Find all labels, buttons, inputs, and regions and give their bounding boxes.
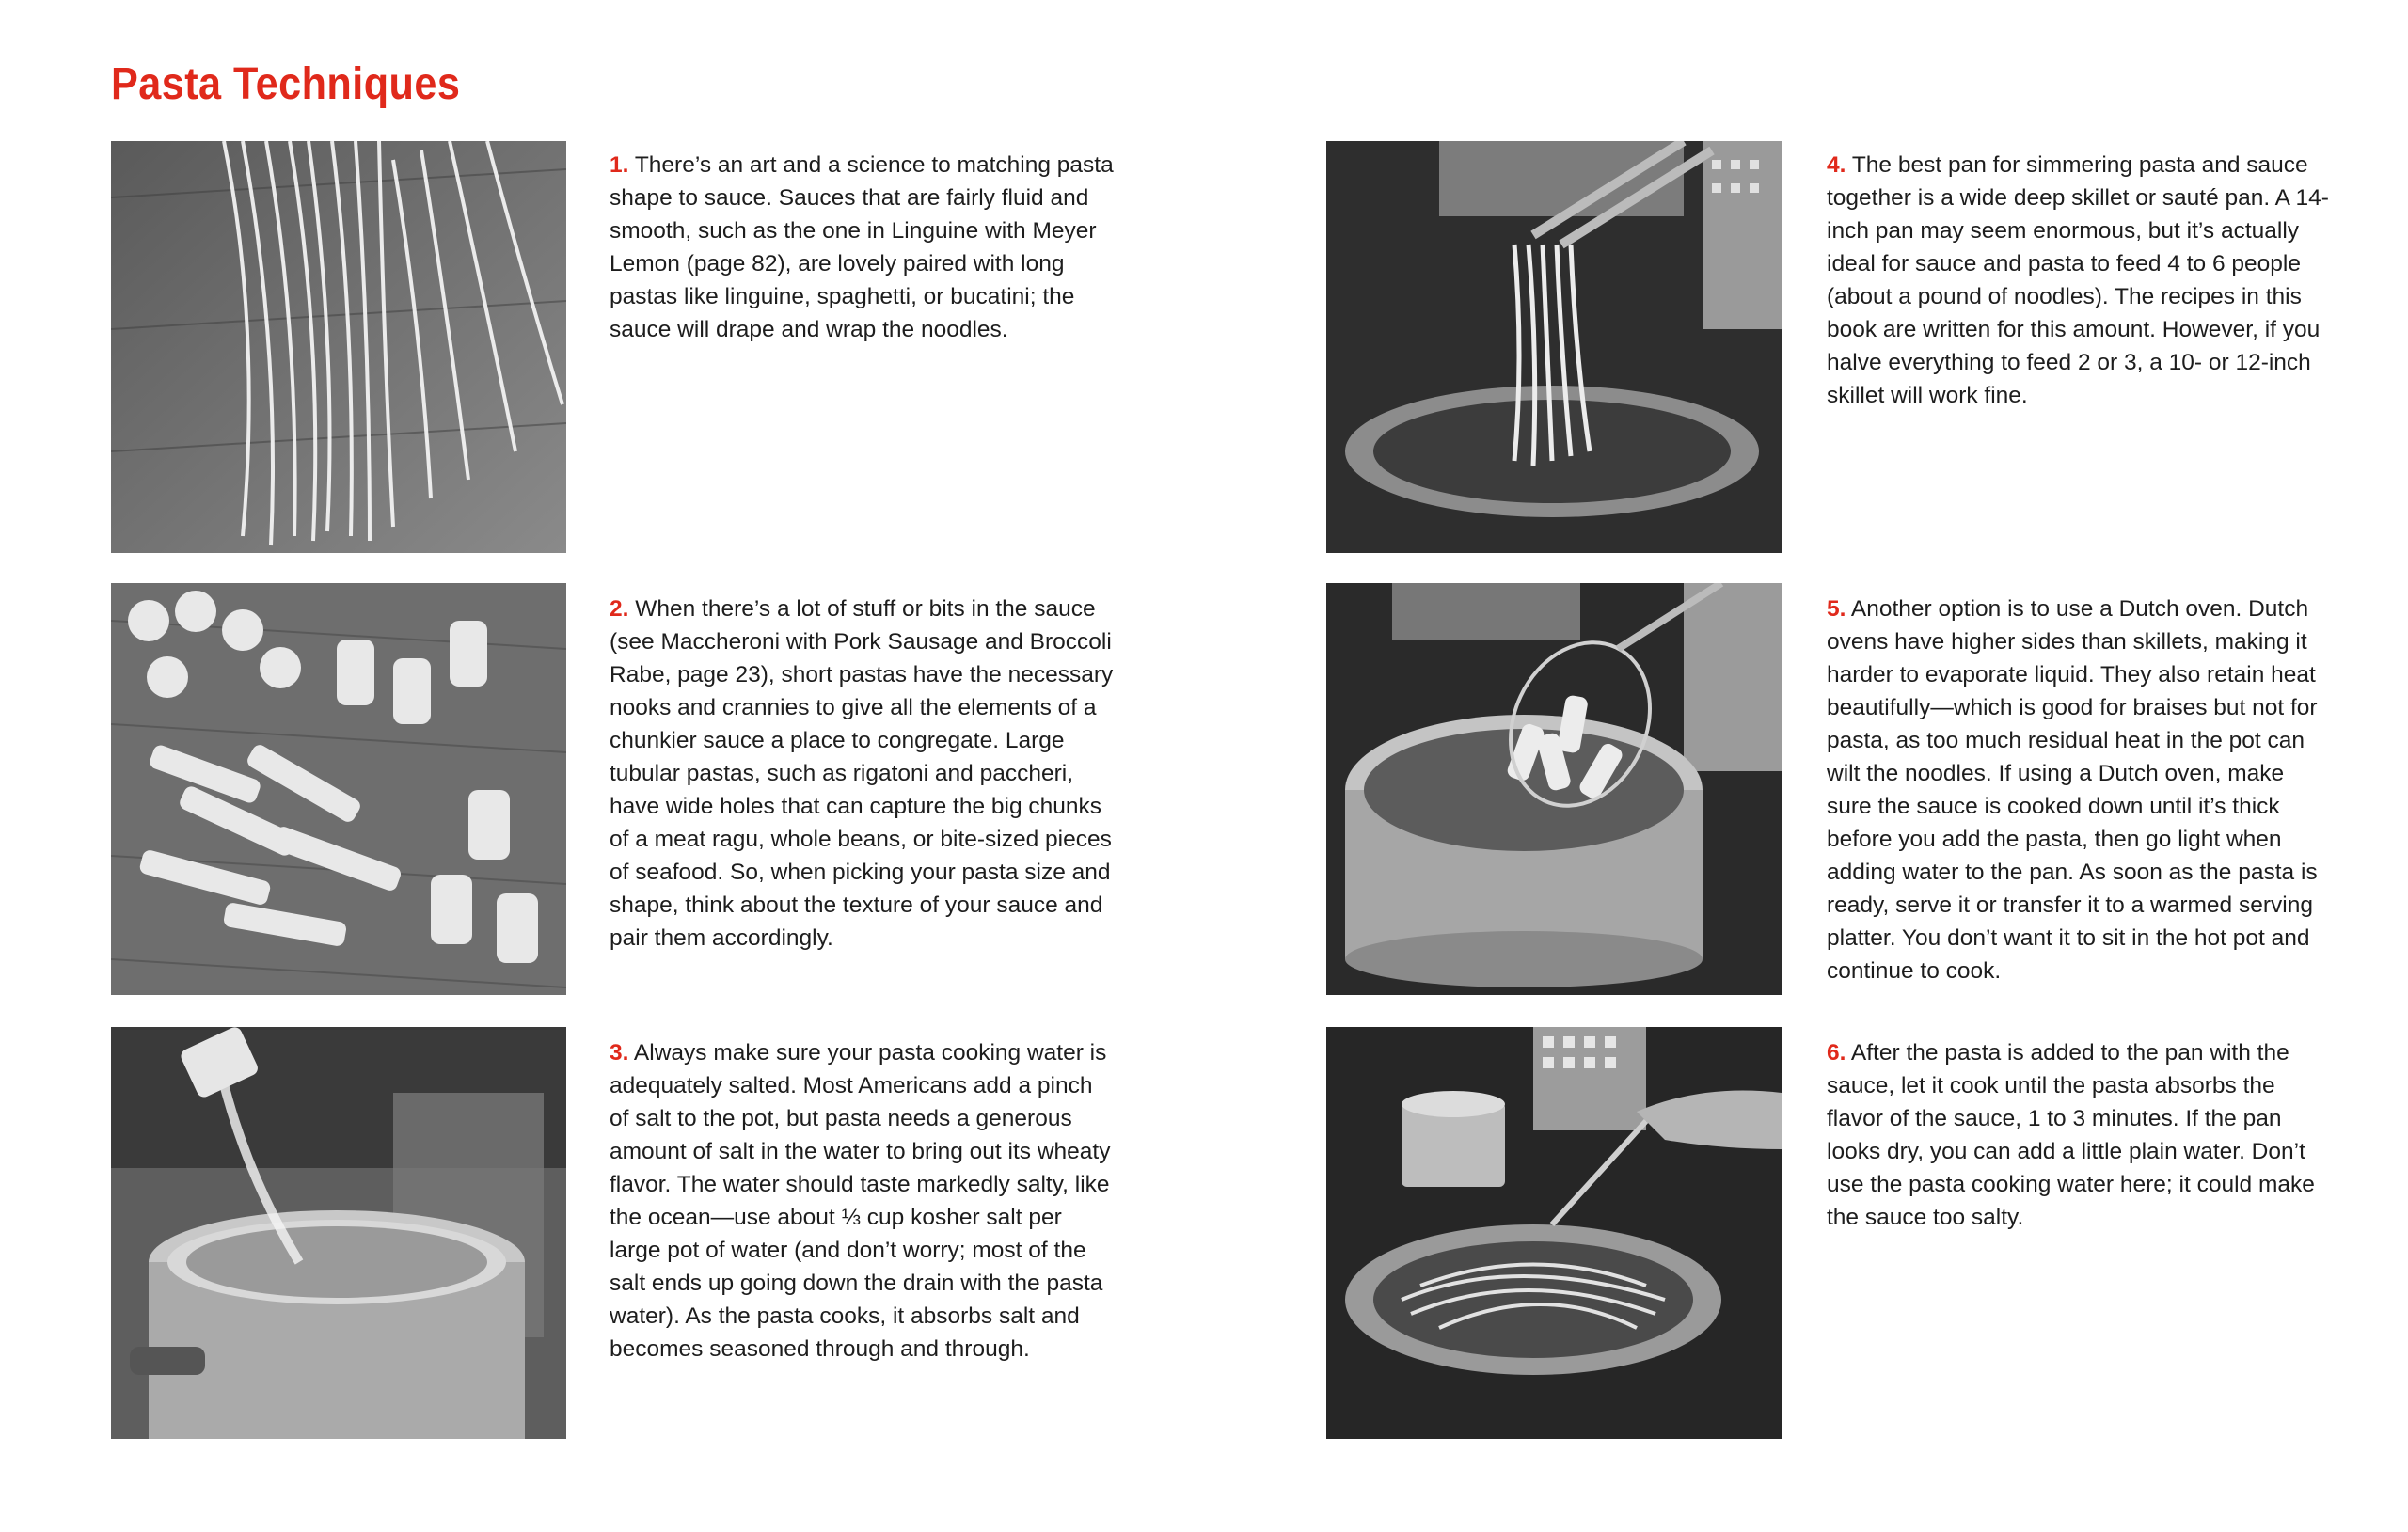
long-pasta-photo [111,141,566,553]
technique-body-5: Another option is to use a Dutch oven. Dutch ovens have higher sides than skillets, making it harder to evaporate liquid. They also retain heat beautifully—which is good for braises but not for pasta, as too much residual heat in the pot can wilt the noodles. If using a Dutch oven, make sure the sauce is cooked down until it’s thick before you add the pasta, then go light when adding water to the pan. As soon as the pasta is ready, serve it or transfer it to a warmed serving platter. You don’t want it to sit in the hot pot and continue to cook. [1827,596,2318,984]
short-pasta-photo [111,583,566,995]
technique-body-6: After the pasta is added to the pan with the sauce, let it cook until the pasta absorbs the flavor of the sauce, 1 to 3 minutes. If the pan looks dry, you can add a little plain water. Don’t use the pasta cooking water here; it could make the sauce too salty. [1827,1040,2315,1230]
technique-text-4 [1827,149,2335,412]
technique-text-5 [1827,592,2335,987]
technique-body-4: The best pan for simmering pasta and sauce together is a wide deep skillet or sauté pan. A 14-inch pan may seem enormous, but it’s actually ideal for sauce and pasta to feed 4 to 6 people (about a pound of noodles). The recipes in this book are written for this amount. However, if you halve everything to feed 2 or 3, a 10- or 12-inch skillet will work fine. [1827,152,2329,408]
page-title: Pasta Techniques [111,59,461,109]
technique-text-1 [610,149,1117,346]
technique-text-3 [610,1036,1117,1366]
technique-body-3: Always make sure your pasta cooking water is adequately salted. Most Americans add a pinch of salt to the pot, but pasta needs a generous amount of salt in the water to bring out its wheaty flavor. The water should taste markedly salty, like the ocean—use about ⅓ cup kosher salt per large pot of water (and don’t worry; most of the salt ends up going down the drain with the pasta water). As the pasta cooks, it absorbs salt and becomes seasoned through and through. [610,1040,1111,1362]
technique-text-6 [1827,1036,2335,1234]
stirring-pan-photo [1326,1027,1782,1439]
dutch-oven-photo [1326,583,1782,995]
technique-number-4: 4. [1827,152,1846,178]
technique-number-5: 5. [1827,596,1846,622]
technique-number-3: 3. [610,1040,629,1066]
technique-number-2: 2. [610,596,629,622]
technique-number-6: 6. [1827,1040,1846,1066]
technique-body-1: There’s an art and a science to matching pasta shape to sauce. Sauces that are fairly fluid and smooth, such as the one in Linguine with Meyer Lemon (page 82), are lovely paired with long pastas like linguine, spaghetti, or bucatini; the sauce will drape and wrap the noodles. [610,152,1114,342]
technique-body-2: When there’s a lot of stuff or bits in the sauce (see Maccheroni with Pork Sausage and Broccoli Rabe, page 23), short pastas have the necessary nooks and crannies to give all the elements of a chunkier sauce a place to congregate. Large tubular pastas, such as rigatoni and paccheri, have wide holes that can capture the big chunks of a meat ragu, whole beans, or bite-sized pieces of seafood. So, when picking your pasta size and shape, think about the texture of your sauce and pair them accordingly. [610,596,1114,951]
technique-number-1: 1. [610,152,629,178]
skillet-tongs-photo [1326,141,1782,553]
technique-text-2 [610,592,1117,955]
salting-water-photo [111,1027,566,1439]
